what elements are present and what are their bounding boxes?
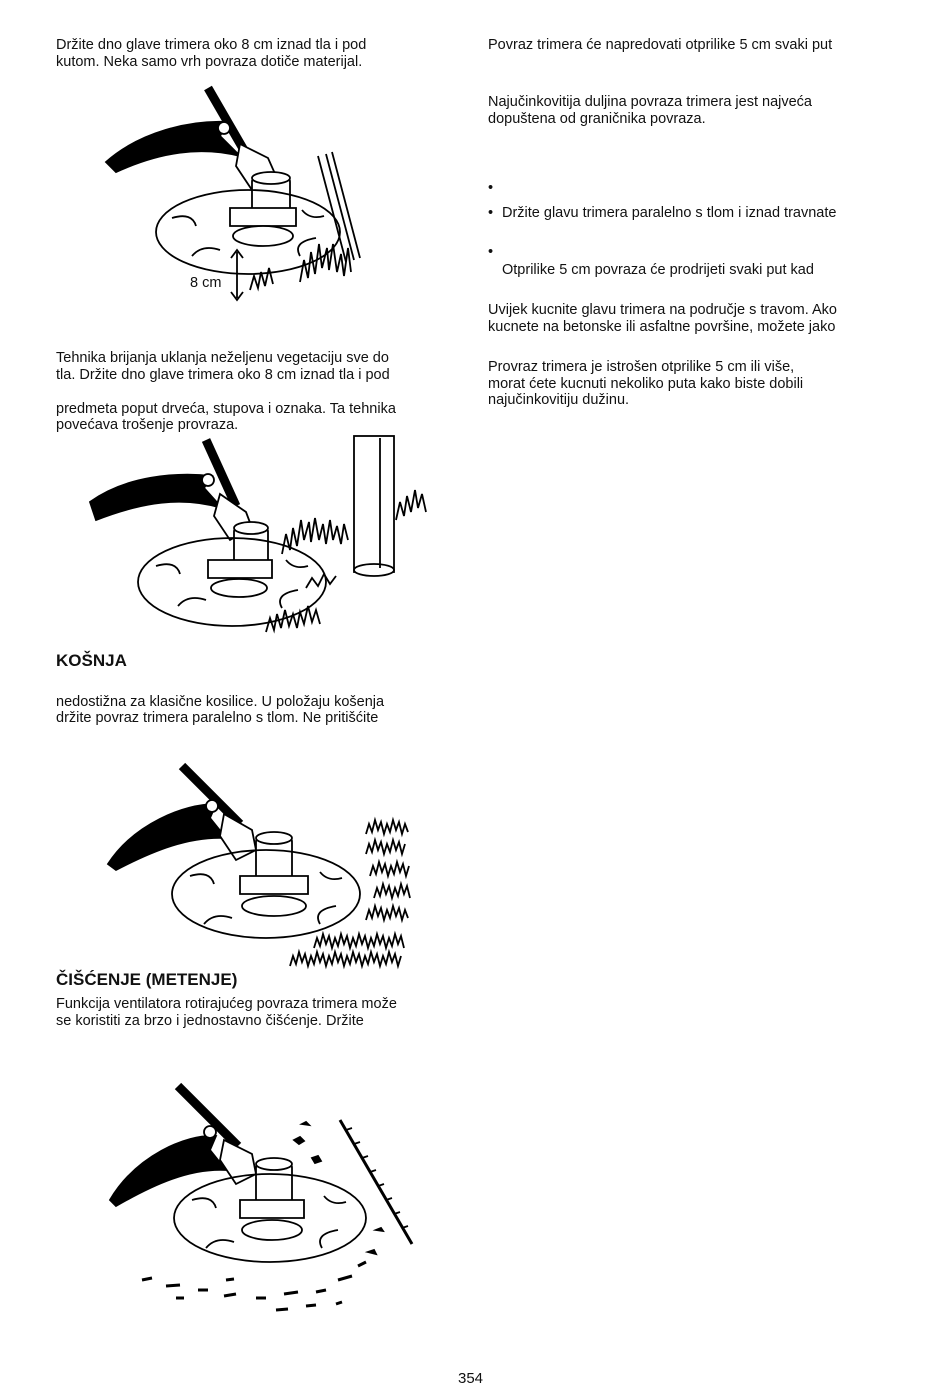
right-paragraph-4-line-2: morat ćete kucnuti nekoliko puta kako biste dobili [488,376,804,392]
trimmer-mowing-illustration [104,764,426,972]
trimmer-sweeping-illustration [106,1084,418,1316]
right-paragraph-2-line-1: Najučinkovitija duljina povraza trimera jest najveća [488,94,812,110]
heading-kosnja: KOŠNJA [56,651,127,670]
left-paragraph-2-line-1: Tehnika brijanja uklanja neželjenu vegetaciju sve do [56,350,389,366]
right-paragraph-4-line-1: Provraz trimera je istrošen otprilike 5 cm ili više, [488,359,795,375]
left-paragraph-3-line-1: predmeta poput drveća, stupova i oznaka. Ta tehnika [56,401,396,417]
bullet-3-text: Otprilike 5 cm povraza će prodrijeti svaki put kad [502,262,814,278]
left-paragraph-4-line-2: držite povraz trimera paralelno s tlom. Ne pritišćite [56,710,379,726]
bullet-1-marker: • [488,180,494,196]
left-paragraph-3-line-2: povećava trošenje provraza. [56,417,239,433]
trimmer-height-illustration [100,86,390,302]
right-paragraph-4-line-3: najučinkovitiju dužinu. [488,392,630,408]
trimmer-scalping-illustration [86,436,430,644]
page-number: 354 [458,1370,484,1387]
bullet-2-text: Držite glavu trimera paralelno s tlom i iznad travnate [502,205,837,221]
bullet-2-marker: • [488,205,494,221]
right-paragraph-2-line-2: dopuštena od graničnika povraza. [488,111,706,127]
heading-ciscenje: ČIŠĆENJE (METENJE) [56,970,238,989]
left-paragraph-2-line-2: tla. Držite dno glave trimera oko 8 cm iznad tla i pod [56,367,390,383]
bullet-3-marker: • [488,244,494,260]
right-paragraph-3-line-1: Uvijek kucnite glavu trimera na područje s travom. Ako [488,302,837,318]
left-paragraph-5-line-2: se koristiti za brzo i jednostavno čišćenje. Držite [56,1013,364,1029]
height-label: 8 cm [190,275,222,291]
left-paragraph-4-line-1: nedostižna za klasične kosilice. U položaju košenja [56,694,385,710]
left-paragraph-5-line-1: Funkcija ventilatora rotirajućeg povraza trimera može [56,996,397,1012]
left-paragraph-1-line-1: Držite dno glave trimera oko 8 cm iznad tla i pod [56,37,367,53]
right-paragraph-1: Povraz trimera će napredovati otprilike 5 cm svaki put [488,37,833,53]
left-paragraph-1-line-2: kutom. Neka samo vrh povraza dotiče materijal. [56,54,363,70]
right-paragraph-3-line-2: kucnete na betonske ili asfaltne površine, možete jako [488,319,836,335]
